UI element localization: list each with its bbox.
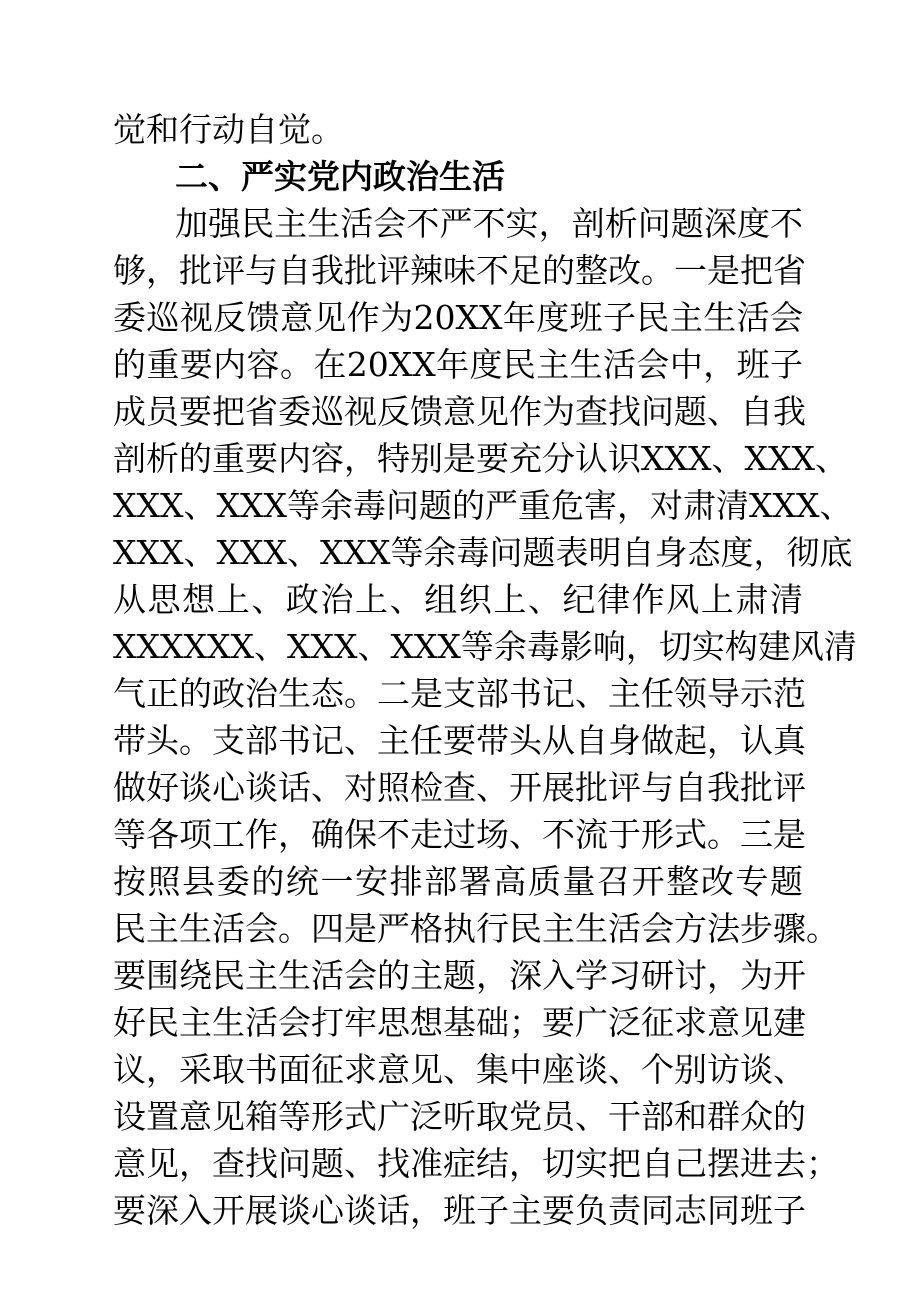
- paragraph-line: 意见，查找问题、找准症结，切实把自己摆进去；: [113, 1144, 839, 1183]
- paragraph-line: 做好谈心谈话、对照检查、开展批评与自我批评: [113, 768, 806, 807]
- document-body: [113, 106, 857, 1234]
- paragraph-line: 成员要把省委巡视反馈意见作为查找问题、自我: [113, 392, 806, 431]
- paragraph-line: 委巡视反馈意见作为20XX年度班子民主生活会: [113, 298, 803, 337]
- paragraph-line: 等各项工作，确保不走过场、不流于形式。三是: [113, 815, 806, 854]
- paragraph-line: 气正的政治生态。二是支部书记、主任领导示范: [113, 674, 806, 713]
- paragraph-line: 剖析的重要内容，特别是要充分认识XXX、XXX、: [113, 439, 848, 478]
- paragraph-line: 觉和行动自觉。: [113, 110, 344, 149]
- paragraph-line: 民主生活会。四是严格执行民主生活会方法步骤。: [113, 909, 839, 948]
- paragraph-line: 够，批评与自我批评辣味不足的整改。一是把省: [113, 251, 806, 290]
- paragraph-line: 带头。支部书记、主任要带头从自身做起，认真: [113, 721, 806, 760]
- paragraph-line: 要围绕民主生活会的主题，深入学习研讨，为开: [113, 956, 806, 995]
- paragraph-line: 要深入开展谈心谈话，班子主要负责同志同班子: [113, 1191, 806, 1230]
- paragraph-line: 加强民主生活会不严不实，剖析问题深度不: [175, 204, 803, 243]
- section-heading: 二、严实党内政治生活: [175, 157, 505, 196]
- paragraph-line: 从思想上、政治上、组织上、纪律作风上肃清: [113, 580, 803, 619]
- paragraph-line: 好民主生活会打牢思想基础；要广泛征求意见建: [113, 1003, 806, 1042]
- paragraph-line: 的重要内容。在20XX年度民主生活会中，班子: [113, 345, 803, 384]
- paragraph-line: 设置意见箱等形式广泛听取党员、干部和群众的: [113, 1097, 806, 1136]
- paragraph-line: XXX、XXX等余毒问题的严重危害，对肃清XXX、: [113, 486, 853, 525]
- paragraph-line: 议，采取书面征求意见、集中座谈、个别访谈、: [113, 1050, 806, 1089]
- paragraph-line: XXXXXX、XXX、XXX等余毒影响，切实构建风清: [113, 627, 857, 666]
- paragraph-line: 按照县委的统一安排部署高质量召开整改专题: [113, 862, 803, 901]
- paragraph-line: XXX、XXX、XXX等余毒问题表明自身态度，彻底: [113, 533, 853, 572]
